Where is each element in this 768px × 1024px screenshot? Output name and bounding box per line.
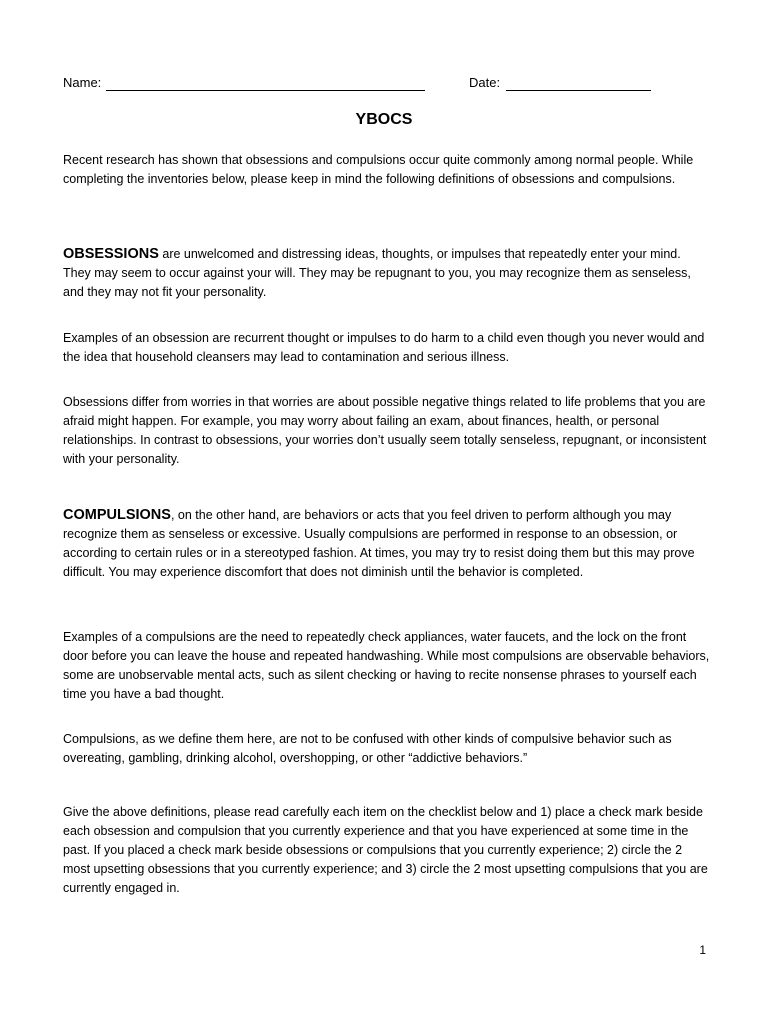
page-title: YBOCS [355, 111, 413, 128]
date-field-line[interactable] [506, 90, 651, 91]
date-label: Date: [469, 75, 501, 90]
page-number: 1 [699, 943, 706, 957]
compulsions-term: COMPULSIONS [63, 507, 171, 523]
name-field-line[interactable] [106, 90, 425, 91]
obsessions-term: OBSESSIONS [63, 246, 159, 262]
compulsions-definition-text: , on the other hand, are behaviors or acts that you feel driven to perform although you may recognize them as senseless or excessive. Usually compulsions are performed in response to an obsession, or according to certain rules or in a stereotyped fashion. At times, you may try to resist doing them but this may prove difficult. You may experience discomfort that does not diminish until the behavior is completed. [63, 508, 695, 579]
obsessions-definition-text: are unwelcomed and distressing ideas, thoughts, or impulses that repeatedly enter your mind. They may seem to occur against your will. They may be repugnant to you, you may recognize them as senseless, and they may not fit your personality. [63, 247, 691, 299]
instructions-paragraph: Give the above definitions, please read carefully each item on the checklist below and 1) place a check mark beside each obsession and compulsion that you currently experience and that you have experienced at some time in the past. If you placed a check mark beside obsessions or compulsions that you currently experience; 2) circle the 2 most upsetting obsessions that you currently experience; and 3) circle the 2 most upsetting compulsions that you are currently engaged in. [63, 805, 708, 895]
obsessions-vs-worries: Obsessions differ from worries in that worries are about possible negative things related to life problems that you are afraid might happen. For example, you may worry about failing an exam, about finances, health, or personal relationships. In contrast to obsessions, your worries don’t usually seem totally senseless, repugnant, or inconsistent with your personality. [63, 395, 707, 466]
compulsions-distinction: Compulsions, as we define them here, are not to be confused with other kinds of compulsive behavior such as overeating, gambling, drinking alcohol, overshopping, or other “addictive behaviors.” [63, 732, 672, 765]
obsessions-examples: Examples of an obsession are recurrent thought or impulses to do harm to a child even though you never would and the idea that household cleansers may lead to contamination and serious illness. [63, 331, 705, 364]
intro-paragraph: Recent research has shown that obsessions and compulsions occur quite commonly among normal people. While completing the inventories below, please keep in mind the following definitions of obsessions and compulsions. [63, 153, 694, 186]
compulsions-definition [63, 506, 711, 582]
compulsions-examples: Examples of a compulsions are the need to repeatedly check appliances, water faucets, and the lock on the front door before you can leave the house and repeated handwashing. While most compulsions are observable behaviors, some are unobservable mental acts, such as silent checking or having to recite nonsense phrases to yourself each time you have a bad thought. [63, 630, 710, 701]
name-label: Name: [63, 75, 102, 90]
obsessions-definition [63, 245, 711, 302]
